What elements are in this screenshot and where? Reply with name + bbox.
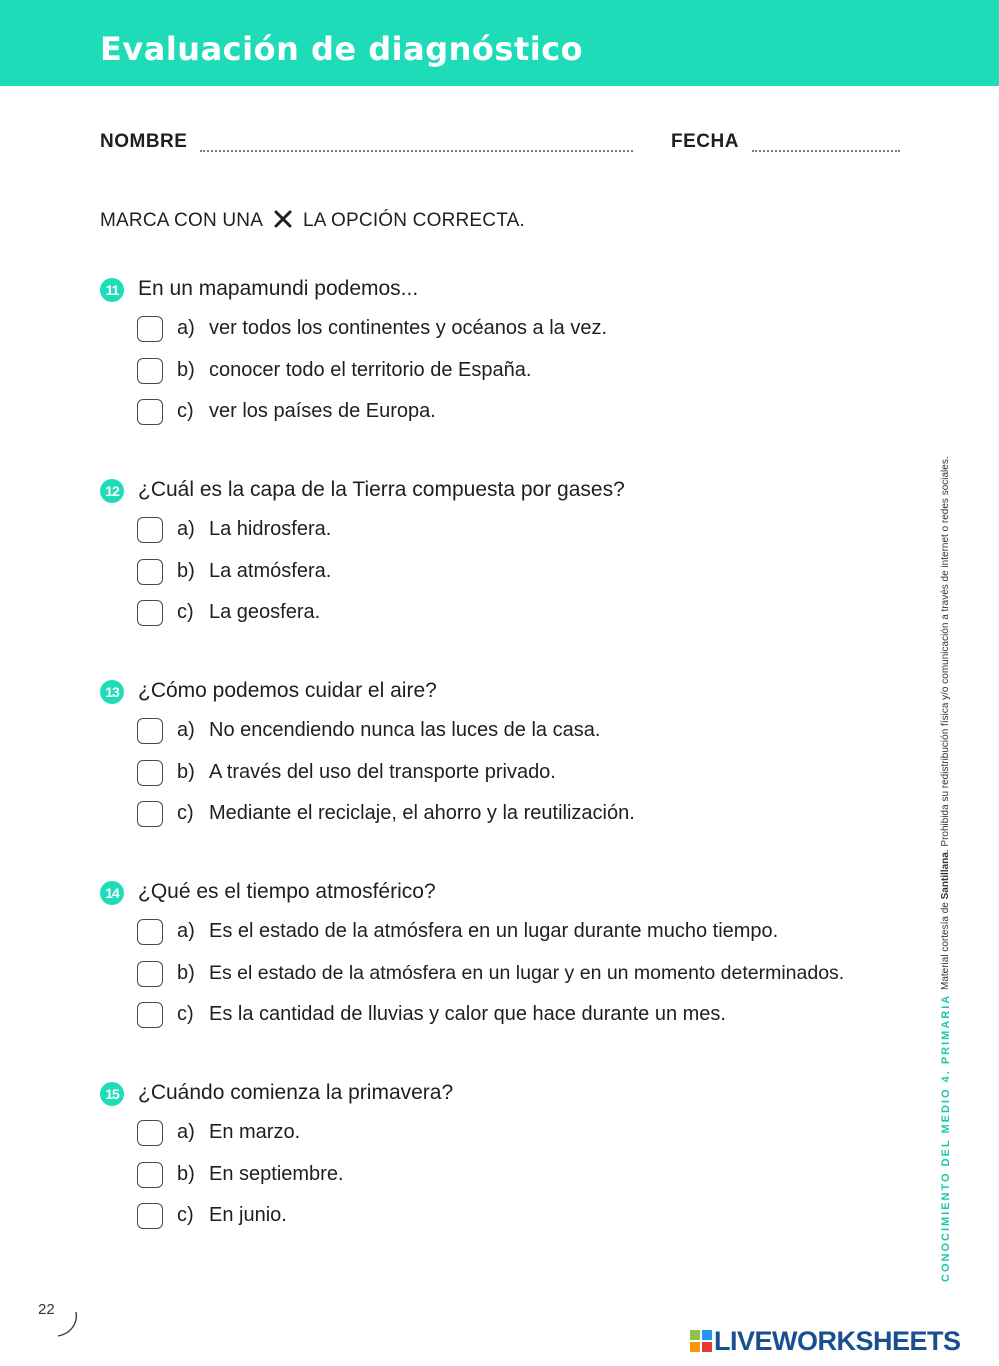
option-letter: a) <box>177 317 195 339</box>
option-letter: a) <box>177 518 195 540</box>
answer-checkbox[interactable] <box>137 919 163 945</box>
liveworksheets-logo-icon <box>690 1330 712 1352</box>
option-letter: c) <box>177 1003 194 1025</box>
instruction <box>100 208 525 232</box>
question-text: En un mapamundi podemos... <box>138 277 419 300</box>
answer-checkbox[interactable] <box>137 517 163 543</box>
question-text: ¿Cuál es la capa de la Tierra compuesta por gases? <box>138 478 625 501</box>
option-letter: b) <box>177 1162 195 1185</box>
question-text: ¿Qué es el tiempo atmosférico? <box>138 880 436 903</box>
answer-checkbox[interactable] <box>137 399 163 425</box>
question-15 <box>100 1081 920 1226</box>
option-text: La hidrosfera. <box>209 518 332 540</box>
answer-checkbox[interactable] <box>137 760 163 786</box>
option-letter: c) <box>177 802 194 824</box>
option-letter: b) <box>177 559 195 582</box>
option-letter: a) <box>177 1121 195 1143</box>
option-text: ver los países de Europa. <box>209 400 436 422</box>
answer-checkbox[interactable] <box>137 1203 163 1229</box>
instruction-text-before: MARCA CON UNA <box>100 210 263 231</box>
liveworksheets-brand-text: LIVEWORKSHEETS <box>714 1326 961 1356</box>
option-text: En septiembre. <box>209 1162 344 1185</box>
liveworksheets-logo[interactable] <box>690 1326 990 1356</box>
option-letter: b) <box>177 760 195 783</box>
option-letter: c) <box>177 601 194 623</box>
question-14 <box>100 880 920 1025</box>
copyright-notice <box>940 390 951 990</box>
page-title: Evaluación de diagnóstico <box>100 30 584 68</box>
answer-checkbox[interactable] <box>137 1162 163 1188</box>
page-number: 22 <box>38 1301 55 1318</box>
question-number-badge: 12 <box>100 479 124 503</box>
page-header <box>0 0 999 86</box>
copyright-after: . Prohibida su redistribución física y/o comunicación a través de internet o redes sociales. <box>940 456 951 853</box>
name-label: NOMBRE <box>100 131 188 152</box>
option-text: ver todos los continentes y océanos a la vez. <box>209 317 608 339</box>
question-11 <box>100 277 920 422</box>
question-number-badge: 13 <box>100 680 124 704</box>
option-text: La geosfera. <box>209 601 321 623</box>
question-text: ¿Cómo podemos cuidar el aire? <box>138 679 437 702</box>
answer-checkbox[interactable] <box>137 316 163 342</box>
option-text: Es el estado de la atmósfera en un lugar durante mucho tiempo. <box>209 920 779 942</box>
date-field[interactable] <box>752 150 900 152</box>
option-text: No encendiendo nunca las luces de la casa. <box>209 719 601 741</box>
answer-checkbox[interactable] <box>137 358 163 384</box>
option-letter: b) <box>177 961 195 984</box>
option-text: A través del uso del transporte privado. <box>209 760 556 783</box>
question-number-badge: 15 <box>100 1082 124 1106</box>
answer-checkbox[interactable] <box>137 961 163 987</box>
page-corner-curve-icon <box>56 1310 80 1338</box>
answer-checkbox[interactable] <box>137 718 163 744</box>
answer-checkbox[interactable] <box>137 600 163 626</box>
copyright-before: Material cortesía de <box>940 899 951 990</box>
option-letter: b) <box>177 358 195 381</box>
option-text: En junio. <box>209 1204 287 1226</box>
question-number-badge: 11 <box>100 278 124 302</box>
option-text: conocer todo el territorio de España. <box>209 358 532 381</box>
option-text: En marzo. <box>209 1121 301 1143</box>
copyright-brand: Santillana <box>940 852 951 900</box>
answer-checkbox[interactable] <box>137 559 163 585</box>
question-number-badge: 14 <box>100 881 124 905</box>
option-letter: c) <box>177 400 194 422</box>
x-mark-icon <box>272 208 294 230</box>
answer-checkbox[interactable] <box>137 801 163 827</box>
answer-checkbox[interactable] <box>137 1120 163 1146</box>
subject-label: CONOCIMIENTO DEL MEDIO 4. PRIMARIA <box>940 993 952 1282</box>
option-text: Es la cantidad de lluvias y calor que hace durante un mes. <box>209 1003 726 1025</box>
instruction-text-after: LA OPCIÓN CORRECTA. <box>302 210 525 231</box>
name-field[interactable] <box>200 150 633 152</box>
answer-checkbox[interactable] <box>137 1002 163 1028</box>
option-text: Mediante el reciclaje, el ahorro y la reutilización. <box>209 802 635 824</box>
question-13 <box>100 679 920 824</box>
question-12 <box>100 478 920 623</box>
option-text: Es el estado de la atmósfera en un lugar y en un momento determinados. <box>209 961 845 984</box>
option-letter: a) <box>177 920 195 942</box>
option-text: La atmósfera. <box>209 559 332 582</box>
question-text: ¿Cuándo comienza la primavera? <box>138 1081 454 1104</box>
date-label: FECHA <box>671 131 739 152</box>
option-letter: c) <box>177 1204 194 1226</box>
option-letter: a) <box>177 719 195 741</box>
